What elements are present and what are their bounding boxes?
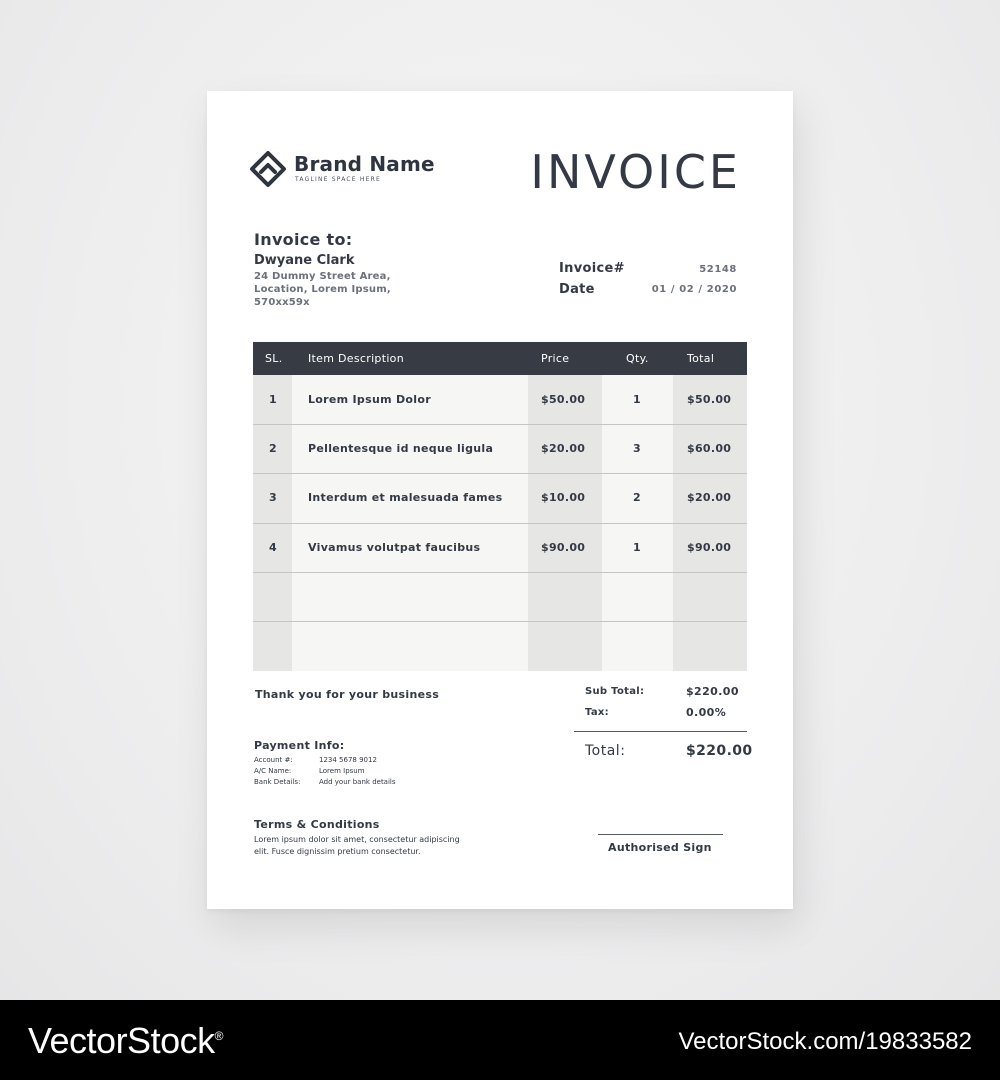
- row-total: $20.00: [687, 491, 732, 504]
- header-price: Price: [541, 352, 570, 365]
- row-divider: [253, 572, 747, 573]
- payment-value: 1234 5678 9012: [319, 756, 377, 764]
- invoice-number-value: 52148: [699, 264, 737, 275]
- tax-value: 0.00%: [686, 706, 727, 719]
- document-title: INVOICE: [530, 145, 741, 199]
- row-sl: 1: [269, 393, 277, 406]
- row-qty: 1: [633, 541, 641, 554]
- row-total: $60.00: [687, 442, 732, 455]
- signature-label: Authorised Sign: [608, 841, 712, 854]
- row-qty: 2: [633, 491, 641, 504]
- row-price: $50.00: [541, 393, 586, 406]
- header-qty: Qty.: [626, 352, 649, 365]
- row-total: $50.00: [687, 393, 732, 406]
- customer-address: [254, 270, 434, 309]
- date-label: Date: [559, 282, 595, 297]
- terms-line: Lorem ipsum dolor sit amet, consectetur adipiscing: [254, 835, 460, 844]
- table-header: [253, 342, 747, 375]
- invoice-number-label: Invoice#: [559, 261, 625, 276]
- customer-name: Dwyane Clark: [254, 253, 355, 268]
- payment-key: Account #:: [254, 756, 293, 764]
- row-divider: [253, 424, 747, 425]
- row-total: $90.00: [687, 541, 732, 554]
- total-label: Total:: [585, 743, 626, 759]
- items-table: [253, 342, 747, 671]
- row-description: Interdum et malesuada fames: [308, 491, 503, 504]
- payment-value: Add your bank details: [319, 778, 396, 786]
- address-line: Location, Lorem Ipsum,: [254, 284, 391, 295]
- header-sl: SL.: [265, 352, 283, 365]
- row-price: $90.00: [541, 541, 586, 554]
- row-divider: [253, 473, 747, 474]
- header-description: Item Description: [308, 352, 404, 365]
- address-line: 24 Dummy Street Area,: [254, 271, 391, 282]
- row-qty: 1: [633, 393, 641, 406]
- brand-tagline: TAGLINE SPACE HERE: [295, 176, 381, 183]
- terms-text: [254, 834, 494, 858]
- date-value: 01 / 02 / 2020: [651, 284, 737, 295]
- sub-total-label: Sub Total:: [585, 686, 645, 697]
- watermark-bar: [0, 1000, 1000, 1080]
- watermark-url: VectorStock.com/19833582: [678, 1028, 972, 1055]
- thank-you-note: Thank you for your business: [255, 688, 440, 701]
- row-description: Vivamus volutpat faucibus: [308, 541, 481, 554]
- row-description: Lorem Ipsum Dolor: [308, 393, 431, 406]
- row-description: Pellentesque id neque ligula: [308, 442, 494, 455]
- total-value: $220.00: [686, 743, 753, 759]
- payment-key: A/C Name:: [254, 767, 292, 775]
- invoice-page: [207, 91, 793, 909]
- terms-heading: Terms & Conditions: [254, 818, 380, 831]
- totals-divider: [574, 731, 747, 732]
- payment-value: Lorem Ipsum: [319, 767, 365, 775]
- signature-line: [598, 834, 723, 835]
- diamond-house-logo-icon: [249, 150, 287, 188]
- row-sl: 4: [269, 541, 277, 554]
- bill-to-heading: Invoice to:: [254, 230, 353, 249]
- terms-line: elit. Fusce dignissim pretium consectetur.: [254, 847, 421, 856]
- row-divider: [253, 621, 747, 622]
- row-sl: 3: [269, 491, 277, 504]
- row-divider: [253, 523, 747, 524]
- row-qty: 3: [633, 442, 641, 455]
- payment-key: Bank Details:: [254, 778, 301, 786]
- registered-mark: ®: [214, 1029, 223, 1043]
- tax-label: Tax:: [585, 707, 609, 718]
- row-price: $10.00: [541, 491, 586, 504]
- sub-total-value: $220.00: [686, 685, 739, 698]
- brand-name: Brand Name: [294, 152, 435, 176]
- row-sl: 2: [269, 442, 277, 455]
- header-total: Total: [687, 352, 715, 365]
- watermark-brand: [28, 1020, 223, 1062]
- payment-info-heading: Payment Info:: [254, 739, 345, 752]
- address-line: 570xx59x: [254, 297, 310, 308]
- watermark-brand-text: VectorStock: [28, 1020, 215, 1061]
- row-price: $20.00: [541, 442, 586, 455]
